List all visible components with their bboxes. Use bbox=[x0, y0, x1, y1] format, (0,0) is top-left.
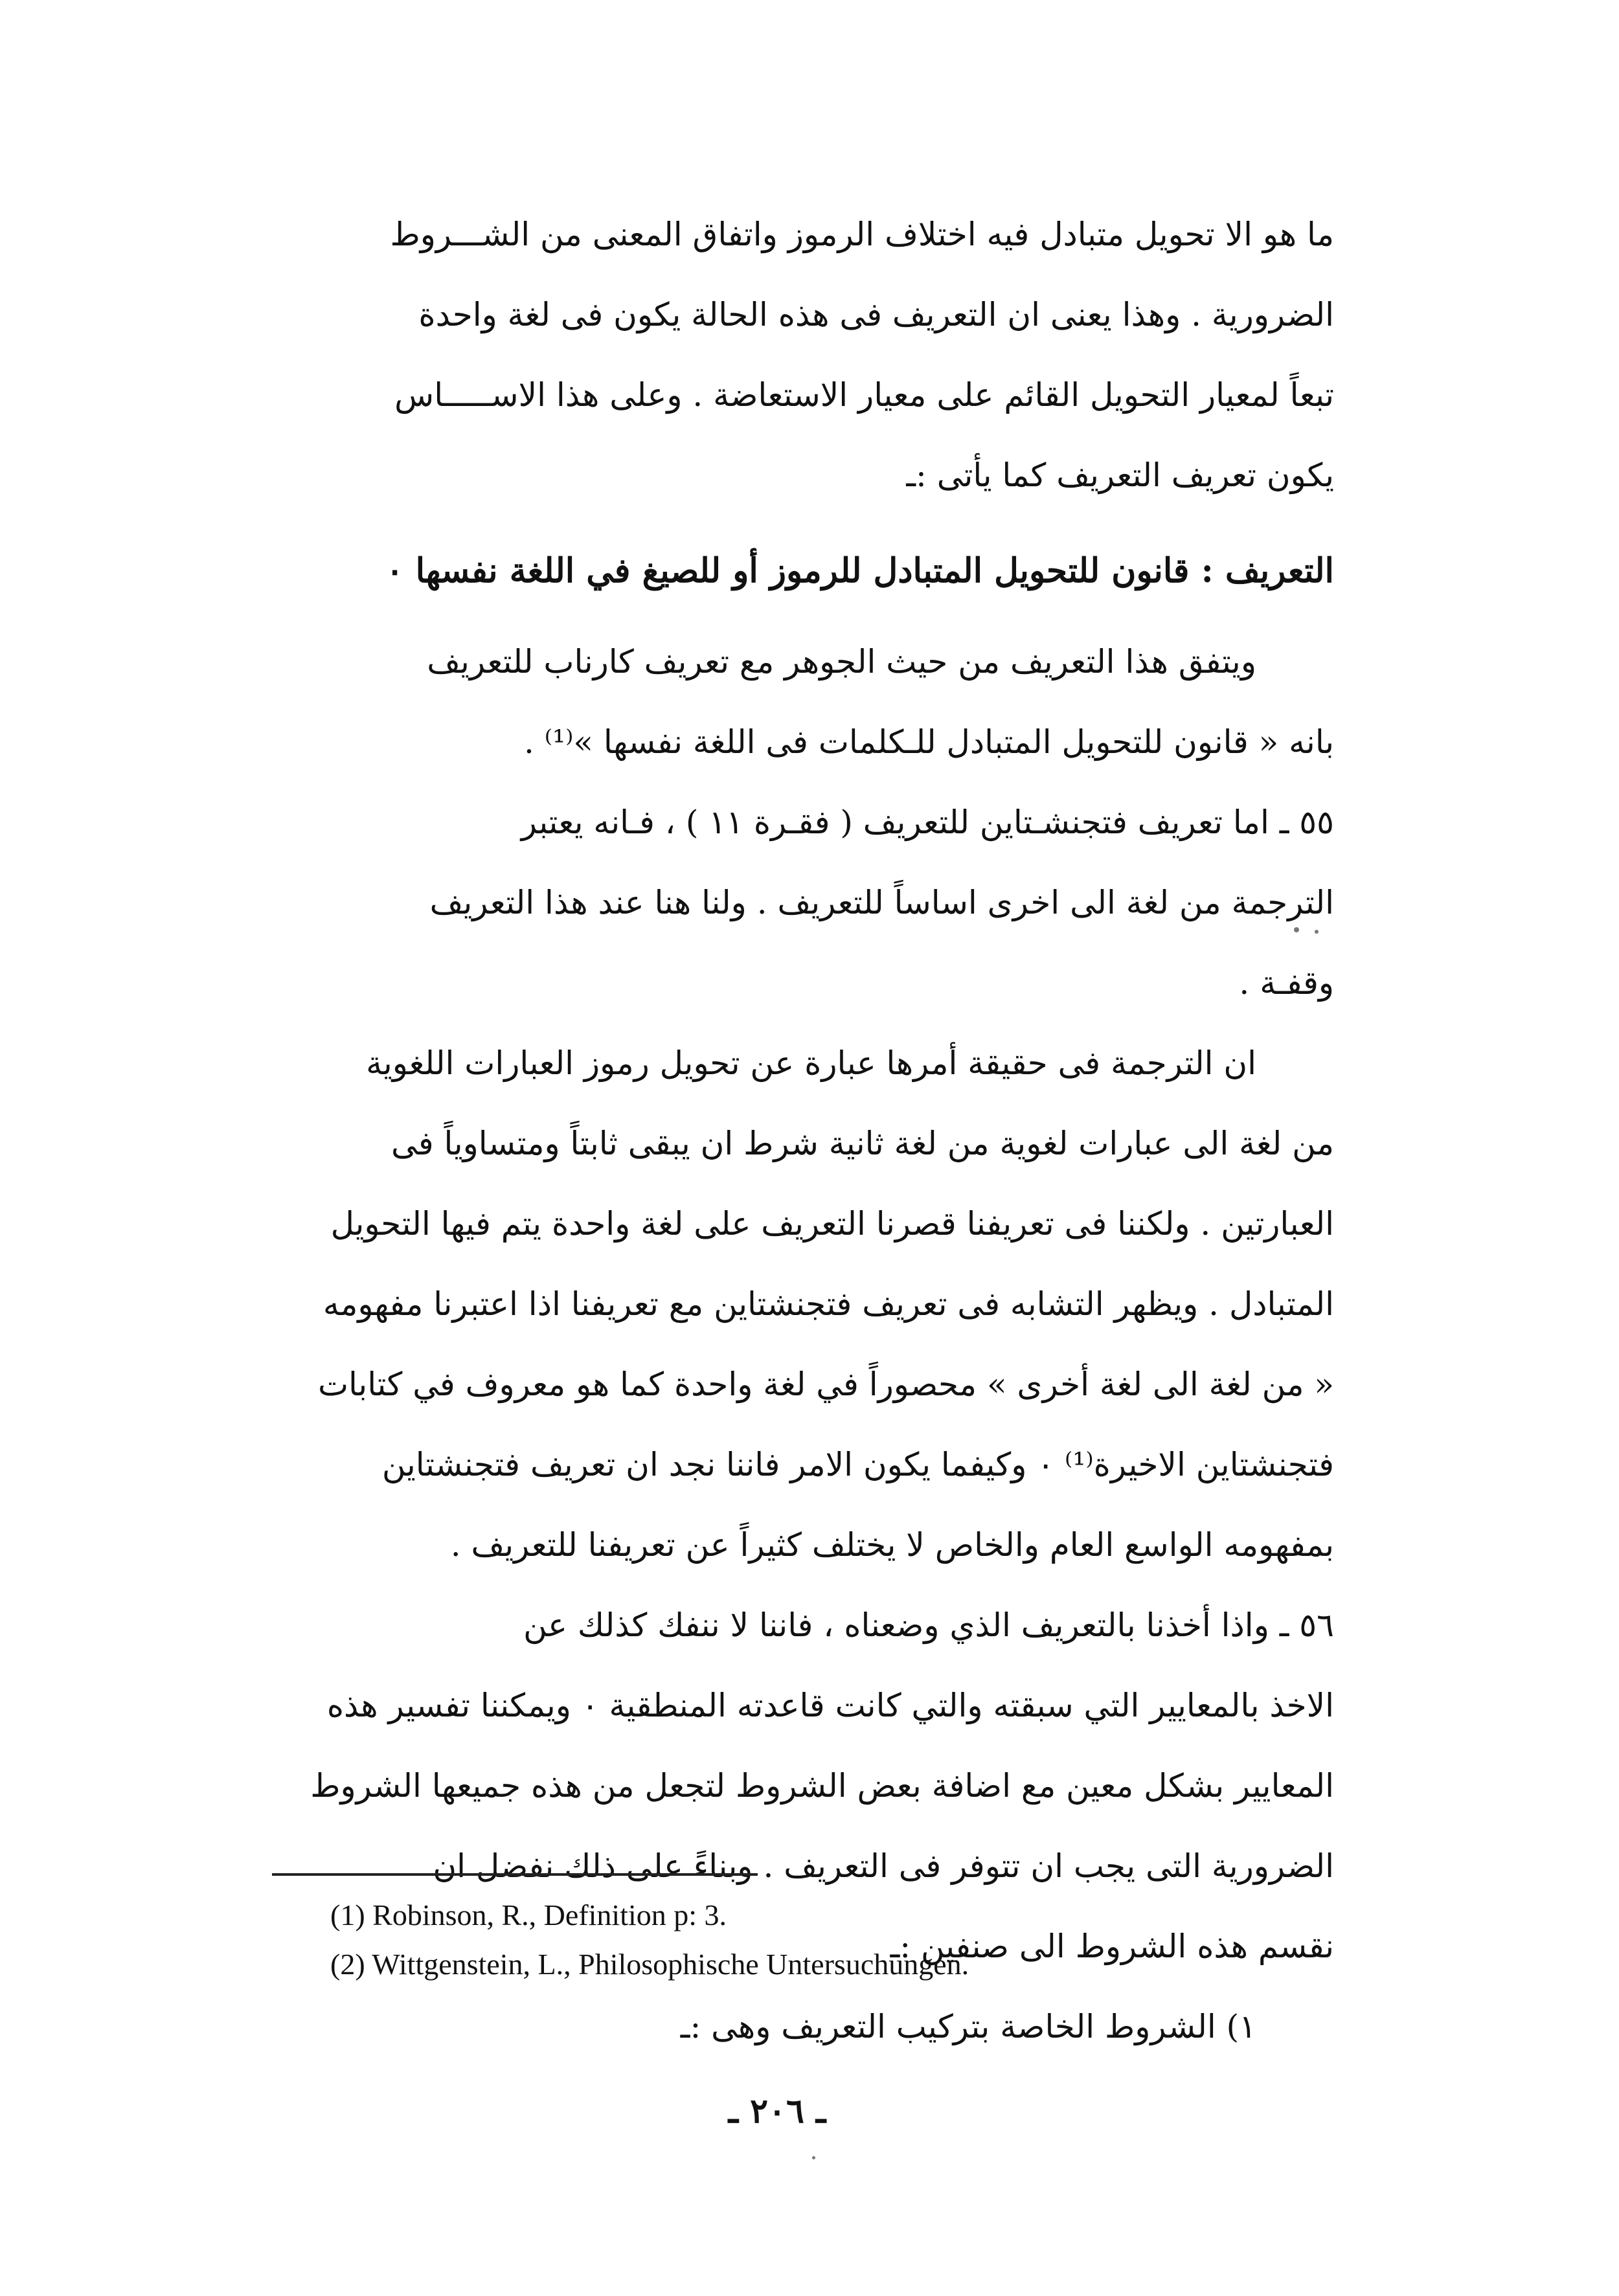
page-number: ـ ٢٠٦ ـ bbox=[728, 2091, 826, 2131]
text-line: المتبادل . ويظهر التشابه فى تعريف فتجنشتاين مع تعريفنا اذا اعتبرنا مفهومه bbox=[323, 1285, 1334, 1323]
text-line: المعايير بشكل معين مع اضافة بعض الشروط لتجعل من هذه جميعها الشروط bbox=[310, 1767, 1334, 1805]
footnote-2: (2) Wittgenstein, L., Philosophische Untersuchungen. bbox=[330, 1948, 969, 1981]
text-line: ٥٥ ـ اما تعريف فتجنشـتاين للتعريف ( فقـرة ١١ ) ، فـانه يعتبر bbox=[521, 804, 1334, 841]
text-line: ويتفق هذا التعريف من حيث الجوهر مع تعريف كارناب للتعريف bbox=[427, 643, 1256, 681]
text-line: وقفـة . bbox=[1239, 964, 1334, 1002]
text-line: بمفهومه الواسع العام والخاص لا يختلف كثيراً عن تعريفنا للتعريف . bbox=[450, 1526, 1334, 1564]
list-item: ١) الشروط الخاصة بتركيب التعريف وهى :ـ bbox=[680, 2008, 1256, 2045]
footnote-divider bbox=[272, 1873, 758, 1876]
footnotes bbox=[330, 1891, 1302, 1989]
text-line: يكون تعريف التعريف كما يأتى :ـ bbox=[906, 456, 1334, 494]
paragraph-1 bbox=[272, 194, 1334, 515]
text-line: الضرورية . وهذا يعنى ان التعريف فى هذه الحالة يكون فى لغة واحدة bbox=[418, 296, 1334, 333]
text-line: الترجمة من لغة الى اخرى اساساً للتعريف . ولنا هنا عند هذا التعريف bbox=[429, 884, 1334, 921]
definition-heading: التعريف : قانون للتحويل المتبادل للرموز أو للصيغ في اللغة نفسها ٠ bbox=[385, 551, 1334, 591]
body-text bbox=[272, 622, 1334, 2067]
text-line: بانه « قانون للتحويل المتبادل للـكلمات فى اللغة نفسها »⁽¹⁾ . bbox=[524, 723, 1334, 761]
scan-speck bbox=[1315, 930, 1319, 934]
text-line: الضرورية التى يجب ان تتوفر فى التعريف . وبناءً على ذلك نفضل ان bbox=[433, 1847, 1334, 1885]
scan-speck bbox=[1294, 927, 1299, 932]
text-line: ان الترجمة فى حقيقة أمرها عبارة عن تحويل رموز العبارات اللغوية bbox=[366, 1044, 1256, 1082]
text-line: فتجنشتاين الاخيرة⁽¹⁾ ٠ وكيفما يكون الامر فاننا نجد ان تعريف فتجنشتاين bbox=[381, 1446, 1334, 1483]
scan-speck bbox=[812, 2156, 815, 2159]
text-line: تبعاً لمعيار التحويل القائم على معيار الاستعاضة . وعلى هذا الاســـــاس bbox=[394, 376, 1334, 414]
text-line: الاخذ بالمعايير التي سبقته والتي كانت قاعدته المنطقية ٠ ويمكننا تفسير هذه bbox=[326, 1687, 1334, 1724]
text-line: ٥٦ ـ واذا أخذنا بالتعريف الذي وضعناه ، فاننا لا ننفك كذلك عن bbox=[523, 1606, 1334, 1644]
text-line: نقسم هذه الشروط الى صنفين :ـ bbox=[890, 1928, 1334, 1965]
footnote-1: (1) Robinson, R., Definition p: 3. bbox=[330, 1898, 727, 1931]
text-line: من لغة الى عبارات لغوية من لغة ثانية شرط ان يبقى ثابتاً ومتساوياً فى bbox=[391, 1125, 1334, 1162]
text-line: « من لغة الى لغة أخرى » محصوراً في لغة واحدة كما هو معروف في كتابات bbox=[317, 1366, 1334, 1403]
text-line: العبارتين . ولكننا فى تعريفنا قصرنا التعريف على لغة واحدة يتم فيها التحويل bbox=[330, 1205, 1334, 1243]
text-line: ما هو الا تحويل متبادل فيه اختلاف الرموز واتفاق المعنى من الشـــروط bbox=[390, 216, 1334, 253]
